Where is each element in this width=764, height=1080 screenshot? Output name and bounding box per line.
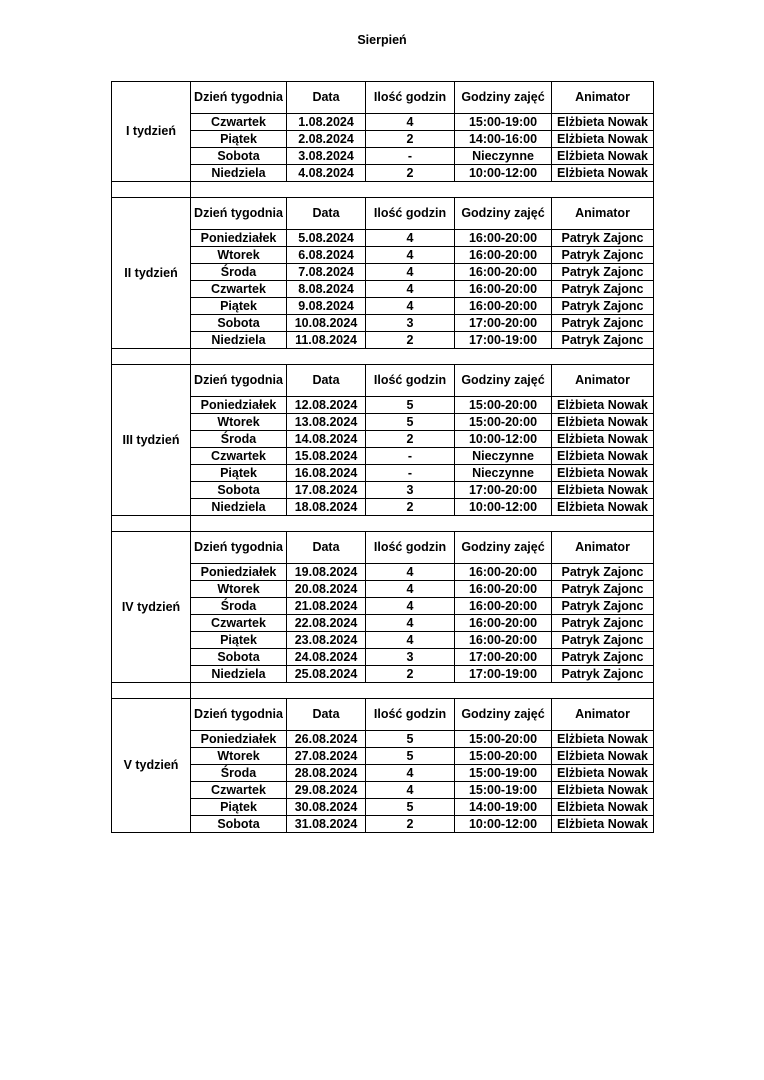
day-cell: Wtorek: [191, 581, 287, 598]
time-range-cell: 17:00-20:00: [455, 482, 552, 499]
time-range-cell: 16:00-20:00: [455, 230, 552, 247]
column-header: Ilość godzin: [366, 82, 455, 114]
column-header: Data: [287, 365, 366, 397]
date-cell: 6.08.2024: [287, 247, 366, 264]
table-row: [112, 649, 654, 666]
column-header: Godziny zajęć: [455, 365, 552, 397]
day-cell: Czwartek: [191, 281, 287, 298]
time-range-cell: 16:00-20:00: [455, 581, 552, 598]
table-row: [112, 397, 654, 414]
date-cell: 24.08.2024: [287, 649, 366, 666]
time-range-cell: 15:00-20:00: [455, 397, 552, 414]
spacer-cell: [112, 349, 191, 365]
date-cell: 11.08.2024: [287, 332, 366, 349]
time-range-cell: 15:00-20:00: [455, 748, 552, 765]
spacer-row: [112, 349, 654, 365]
table-row: [112, 281, 654, 298]
date-cell: 30.08.2024: [287, 799, 366, 816]
table-row: [112, 581, 654, 598]
animator-cell: Patryk Zajonc: [552, 281, 654, 298]
table-row: [112, 148, 654, 165]
day-cell: Czwartek: [191, 114, 287, 131]
table-row: [112, 448, 654, 465]
date-cell: 9.08.2024: [287, 298, 366, 315]
date-cell: 19.08.2024: [287, 564, 366, 581]
day-cell: Niedziela: [191, 666, 287, 683]
day-cell: Wtorek: [191, 748, 287, 765]
day-cell: Piątek: [191, 799, 287, 816]
table-row: [112, 165, 654, 182]
animator-cell: Patryk Zajonc: [552, 230, 654, 247]
table-row: [112, 598, 654, 615]
animator-cell: Elżbieta Nowak: [552, 397, 654, 414]
spacer-cell: [112, 182, 191, 198]
spacer-row: [112, 683, 654, 699]
table-row: [112, 482, 654, 499]
time-range-cell: 17:00-20:00: [455, 649, 552, 666]
day-cell: Niedziela: [191, 499, 287, 516]
time-range-cell: 10:00-12:00: [455, 165, 552, 182]
week-label: V tydzień: [112, 699, 191, 833]
table-row: [112, 615, 654, 632]
hours-count-cell: 4: [366, 564, 455, 581]
date-cell: 25.08.2024: [287, 666, 366, 683]
day-cell: Środa: [191, 598, 287, 615]
column-header: Godziny zajęć: [455, 532, 552, 564]
animator-cell: Patryk Zajonc: [552, 649, 654, 666]
table-row: [112, 632, 654, 649]
table-row: [112, 782, 654, 799]
week-header-row: [112, 198, 654, 230]
time-range-cell: Nieczynne: [455, 448, 552, 465]
animator-cell: Patryk Zajonc: [552, 615, 654, 632]
animator-cell: Patryk Zajonc: [552, 298, 654, 315]
time-range-cell: 17:00-20:00: [455, 315, 552, 332]
hours-count-cell: 4: [366, 298, 455, 315]
hours-count-cell: 4: [366, 782, 455, 799]
day-cell: Piątek: [191, 632, 287, 649]
animator-cell: Elżbieta Nowak: [552, 165, 654, 182]
hours-count-cell: 5: [366, 748, 455, 765]
date-cell: 3.08.2024: [287, 148, 366, 165]
hours-count-cell: 3: [366, 482, 455, 499]
spacer-cell: [191, 516, 654, 532]
date-cell: 5.08.2024: [287, 230, 366, 247]
animator-cell: Elżbieta Nowak: [552, 499, 654, 516]
animator-cell: Elżbieta Nowak: [552, 482, 654, 499]
animator-cell: Elżbieta Nowak: [552, 131, 654, 148]
hours-count-cell: 4: [366, 114, 455, 131]
hours-count-cell: -: [366, 148, 455, 165]
column-header: Data: [287, 198, 366, 230]
date-cell: 28.08.2024: [287, 765, 366, 782]
column-header: Data: [287, 82, 366, 114]
time-range-cell: 15:00-19:00: [455, 782, 552, 799]
date-cell: 16.08.2024: [287, 465, 366, 482]
date-cell: 20.08.2024: [287, 581, 366, 598]
week-header-row: [112, 699, 654, 731]
time-range-cell: 16:00-20:00: [455, 281, 552, 298]
column-header: Godziny zajęć: [455, 699, 552, 731]
time-range-cell: Nieczynne: [455, 465, 552, 482]
date-cell: 17.08.2024: [287, 482, 366, 499]
table-row: [112, 748, 654, 765]
hours-count-cell: 4: [366, 581, 455, 598]
animator-cell: Elżbieta Nowak: [552, 748, 654, 765]
schedule-table: [111, 81, 654, 833]
day-cell: Sobota: [191, 315, 287, 332]
animator-cell: Patryk Zajonc: [552, 264, 654, 281]
hours-count-cell: 4: [366, 598, 455, 615]
spacer-cell: [191, 182, 654, 198]
table-row: [112, 414, 654, 431]
day-cell: Piątek: [191, 131, 287, 148]
animator-cell: Patryk Zajonc: [552, 332, 654, 349]
column-header: Data: [287, 532, 366, 564]
day-cell: Poniedziałek: [191, 564, 287, 581]
time-range-cell: 15:00-19:00: [455, 765, 552, 782]
column-header: Ilość godzin: [366, 198, 455, 230]
time-range-cell: 16:00-20:00: [455, 564, 552, 581]
hours-count-cell: 2: [366, 131, 455, 148]
table-row: [112, 264, 654, 281]
week-header-row: [112, 532, 654, 564]
column-header: Godziny zajęć: [455, 82, 552, 114]
table-row: [112, 431, 654, 448]
spacer-row: [112, 182, 654, 198]
day-cell: Poniedziałek: [191, 230, 287, 247]
hours-count-cell: 4: [366, 615, 455, 632]
hours-count-cell: 5: [366, 414, 455, 431]
table-row: [112, 731, 654, 748]
spacer-cell: [112, 683, 191, 699]
hours-count-cell: 4: [366, 632, 455, 649]
table-row: [112, 816, 654, 833]
time-range-cell: Nieczynne: [455, 148, 552, 165]
day-cell: Sobota: [191, 649, 287, 666]
animator-cell: Elżbieta Nowak: [552, 799, 654, 816]
date-cell: 12.08.2024: [287, 397, 366, 414]
date-cell: 1.08.2024: [287, 114, 366, 131]
day-cell: Środa: [191, 765, 287, 782]
date-cell: 2.08.2024: [287, 131, 366, 148]
column-header: Animator: [552, 365, 654, 397]
time-range-cell: 10:00-12:00: [455, 499, 552, 516]
day-cell: Środa: [191, 264, 287, 281]
day-cell: Poniedziałek: [191, 731, 287, 748]
table-row: [112, 247, 654, 264]
hours-count-cell: 5: [366, 799, 455, 816]
animator-cell: Elżbieta Nowak: [552, 765, 654, 782]
animator-cell: Elżbieta Nowak: [552, 816, 654, 833]
spacer-cell: [191, 349, 654, 365]
hours-count-cell: 2: [366, 666, 455, 683]
week-label: II tydzień: [112, 198, 191, 349]
column-header: Ilość godzin: [366, 699, 455, 731]
animator-cell: Elżbieta Nowak: [552, 731, 654, 748]
animator-cell: Patryk Zajonc: [552, 632, 654, 649]
day-cell: Czwartek: [191, 782, 287, 799]
column-header: Animator: [552, 82, 654, 114]
time-range-cell: 14:00-19:00: [455, 799, 552, 816]
schedule-body: [112, 82, 654, 833]
date-cell: 7.08.2024: [287, 264, 366, 281]
week-label: I tydzień: [112, 82, 191, 182]
time-range-cell: 10:00-12:00: [455, 816, 552, 833]
hours-count-cell: 4: [366, 264, 455, 281]
table-row: [112, 131, 654, 148]
column-header: Ilość godzin: [366, 365, 455, 397]
hours-count-cell: 2: [366, 431, 455, 448]
hours-count-cell: -: [366, 465, 455, 482]
day-cell: Wtorek: [191, 414, 287, 431]
day-cell: Piątek: [191, 298, 287, 315]
time-range-cell: 15:00-19:00: [455, 114, 552, 131]
table-row: [112, 799, 654, 816]
day-cell: Niedziela: [191, 165, 287, 182]
date-cell: 18.08.2024: [287, 499, 366, 516]
date-cell: 13.08.2024: [287, 414, 366, 431]
time-range-cell: 10:00-12:00: [455, 431, 552, 448]
date-cell: 14.08.2024: [287, 431, 366, 448]
animator-cell: Patryk Zajonc: [552, 666, 654, 683]
animator-cell: Patryk Zajonc: [552, 315, 654, 332]
date-cell: 27.08.2024: [287, 748, 366, 765]
date-cell: 23.08.2024: [287, 632, 366, 649]
time-range-cell: 16:00-20:00: [455, 264, 552, 281]
column-header: Ilość godzin: [366, 532, 455, 564]
date-cell: 31.08.2024: [287, 816, 366, 833]
time-range-cell: 16:00-20:00: [455, 632, 552, 649]
hours-count-cell: 3: [366, 315, 455, 332]
animator-cell: Patryk Zajonc: [552, 247, 654, 264]
spacer-cell: [191, 683, 654, 699]
date-cell: 22.08.2024: [287, 615, 366, 632]
hours-count-cell: 4: [366, 230, 455, 247]
time-range-cell: 15:00-20:00: [455, 414, 552, 431]
day-cell: Wtorek: [191, 247, 287, 264]
time-range-cell: 17:00-19:00: [455, 332, 552, 349]
page-title: Sierpień: [357, 33, 407, 47]
animator-cell: Patryk Zajonc: [552, 564, 654, 581]
time-range-cell: 16:00-20:00: [455, 298, 552, 315]
day-cell: Piątek: [191, 465, 287, 482]
table-row: [112, 564, 654, 581]
animator-cell: Patryk Zajonc: [552, 598, 654, 615]
time-range-cell: 15:00-20:00: [455, 731, 552, 748]
column-header: Dzień tygodnia: [191, 198, 287, 230]
hours-count-cell: 2: [366, 499, 455, 516]
hours-count-cell: 2: [366, 816, 455, 833]
animator-cell: Patryk Zajonc: [552, 581, 654, 598]
hours-count-cell: 4: [366, 247, 455, 264]
column-header: Data: [287, 699, 366, 731]
table-row: [112, 114, 654, 131]
table-row: [112, 666, 654, 683]
time-range-cell: 16:00-20:00: [455, 247, 552, 264]
animator-cell: Elżbieta Nowak: [552, 465, 654, 482]
date-cell: 26.08.2024: [287, 731, 366, 748]
column-header: Animator: [552, 532, 654, 564]
hours-count-cell: 2: [366, 332, 455, 349]
animator-cell: Elżbieta Nowak: [552, 431, 654, 448]
date-cell: 4.08.2024: [287, 165, 366, 182]
spacer-cell: [112, 516, 191, 532]
day-cell: Sobota: [191, 148, 287, 165]
column-header: Dzień tygodnia: [191, 365, 287, 397]
hours-count-cell: 5: [366, 397, 455, 414]
table-row: [112, 298, 654, 315]
table-row: [112, 332, 654, 349]
day-cell: Środa: [191, 431, 287, 448]
column-header: Godziny zajęć: [455, 198, 552, 230]
table-row: [112, 465, 654, 482]
animator-cell: Elżbieta Nowak: [552, 148, 654, 165]
animator-cell: Elżbieta Nowak: [552, 782, 654, 799]
day-cell: Poniedziałek: [191, 397, 287, 414]
date-cell: 10.08.2024: [287, 315, 366, 332]
date-cell: 29.08.2024: [287, 782, 366, 799]
column-header: Dzień tygodnia: [191, 82, 287, 114]
time-range-cell: 14:00-16:00: [455, 131, 552, 148]
table-row: [112, 230, 654, 247]
day-cell: Czwartek: [191, 448, 287, 465]
table-row: [112, 499, 654, 516]
hours-count-cell: -: [366, 448, 455, 465]
week-header-row: [112, 82, 654, 114]
date-cell: 21.08.2024: [287, 598, 366, 615]
hours-count-cell: 4: [366, 765, 455, 782]
hours-count-cell: 5: [366, 731, 455, 748]
column-header: Dzień tygodnia: [191, 699, 287, 731]
time-range-cell: 16:00-20:00: [455, 598, 552, 615]
column-header: Dzień tygodnia: [191, 532, 287, 564]
time-range-cell: 16:00-20:00: [455, 615, 552, 632]
time-range-cell: 17:00-19:00: [455, 666, 552, 683]
date-cell: 8.08.2024: [287, 281, 366, 298]
spacer-row: [112, 516, 654, 532]
week-label: III tydzień: [112, 365, 191, 516]
column-header: Animator: [552, 699, 654, 731]
day-cell: Sobota: [191, 816, 287, 833]
hours-count-cell: 2: [366, 165, 455, 182]
week-header-row: [112, 365, 654, 397]
table-row: [112, 765, 654, 782]
day-cell: Niedziela: [191, 332, 287, 349]
animator-cell: Elżbieta Nowak: [552, 448, 654, 465]
hours-count-cell: 3: [366, 649, 455, 666]
column-header: Animator: [552, 198, 654, 230]
day-cell: Sobota: [191, 482, 287, 499]
table-row: [112, 315, 654, 332]
date-cell: 15.08.2024: [287, 448, 366, 465]
week-label: IV tydzień: [112, 532, 191, 683]
day-cell: Czwartek: [191, 615, 287, 632]
hours-count-cell: 4: [366, 281, 455, 298]
animator-cell: Elżbieta Nowak: [552, 414, 654, 431]
animator-cell: Elżbieta Nowak: [552, 114, 654, 131]
